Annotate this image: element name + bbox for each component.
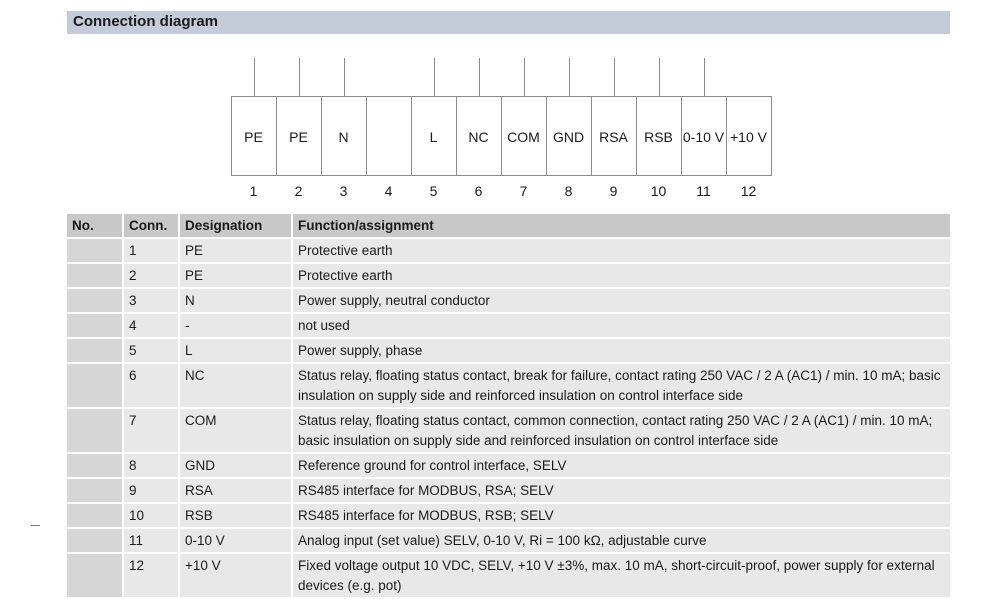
cell-no [67, 314, 122, 337]
terminal-number: 12 [740, 183, 757, 199]
terminal-wire [434, 58, 435, 96]
cell-no [67, 364, 122, 407]
terminal-number: 4 [384, 183, 393, 199]
cell-no [67, 289, 122, 312]
margin-mark [31, 525, 40, 526]
terminal-number: 11 [696, 183, 711, 199]
cell-designation: N [178, 289, 291, 312]
table-row [67, 364, 950, 407]
cell-designation: +10 V [178, 554, 291, 597]
cell-conn: 3 [122, 289, 178, 312]
terminal-number: 3 [339, 183, 348, 199]
cell-conn: 2 [122, 264, 178, 287]
connection-diagram [0, 0, 1000, 205]
cell-conn: 8 [122, 454, 178, 477]
terminal-number: 5 [429, 183, 438, 199]
terminal-label: GND [552, 129, 585, 145]
cell-function: Analog input (set value) SELV, 0-10 V, Ri = 100 kΩ, adjustable curve [291, 529, 950, 552]
cell-no [67, 529, 122, 552]
cell-no [67, 504, 122, 527]
cell-designation: GND [178, 454, 291, 477]
cell-designation: NC [178, 364, 291, 407]
cell-function: not used [291, 314, 950, 337]
cell-function: Power supply, neutral conductor [291, 289, 950, 312]
terminal-label: PE [244, 129, 263, 145]
cell-conn: 4 [122, 314, 178, 337]
terminal-label: +10 V [730, 129, 767, 145]
table-row [67, 504, 950, 527]
cell-conn: 5 [122, 339, 178, 362]
cell-function: Power supply, phase [291, 339, 950, 362]
table-row [67, 314, 950, 337]
cell-function: Status relay, floating status contact, break for failure, contact rating 250 VAC / 2 A (AC1) / min. 10 mA; basic insulation on supply side and reinforced insulation on control interface side [291, 364, 950, 407]
cell-no [67, 409, 122, 452]
cell-no [67, 239, 122, 262]
cell-function: Fixed voltage output 10 VDC, SELV, +10 V ±3%, max. 10 mA, short-circuit-proof, power supply for external devices (e.g. pot) [291, 554, 950, 597]
table-row [67, 339, 950, 362]
terminal-number: 9 [609, 183, 618, 199]
cell-function: Status relay, floating status contact, common connection, contact rating 250 VAC / 2 A (AC1) / min. 10 mA; basic insulation on supply side and reinforced insulation on control interface side [291, 409, 950, 452]
connection-table [67, 212, 950, 599]
cell-conn: 1 [122, 239, 178, 262]
terminal-wire [479, 58, 480, 96]
table-row [67, 289, 950, 312]
table-row [67, 239, 950, 262]
terminal-wire [299, 58, 300, 96]
cell-function: RS485 interface for MODBUS, RSB; SELV [291, 504, 950, 527]
terminal-label: 0-10 V [682, 129, 725, 145]
cell-designation: PE [178, 264, 291, 287]
header-designation: Designation [178, 214, 291, 237]
header-no: No. [67, 214, 122, 237]
terminal-number: 1 [249, 183, 258, 199]
table-row [67, 529, 950, 552]
terminal-wire [569, 58, 570, 96]
header-conn: Conn. [122, 214, 178, 237]
cell-function: RS485 interface for MODBUS, RSA; SELV [291, 479, 950, 502]
table-row [67, 409, 950, 452]
terminal-label: N [338, 129, 349, 145]
cell-designation: L [178, 339, 291, 362]
terminal-wire [254, 58, 255, 96]
terminal-label: PE [289, 129, 308, 145]
cell-conn: 6 [122, 364, 178, 407]
table-row [67, 479, 950, 502]
terminal-wire [659, 58, 660, 96]
terminal-number: 7 [519, 183, 528, 199]
table-row [67, 264, 950, 287]
cell-no [67, 479, 122, 502]
terminal-wire [614, 58, 615, 96]
cell-designation: - [178, 314, 291, 337]
terminal-label: L [429, 129, 438, 145]
terminal-label: COM [507, 129, 540, 145]
terminal-number: 10 [650, 183, 667, 199]
terminal-label: RSA [599, 129, 628, 145]
cell-no [67, 264, 122, 287]
terminal-number: 6 [474, 183, 483, 199]
terminal-4 [366, 96, 412, 176]
cell-conn: 12 [122, 554, 178, 597]
cell-conn: 10 [122, 504, 178, 527]
cell-no [67, 339, 122, 362]
cell-function: Protective earth [291, 239, 950, 262]
cell-designation: COM [178, 409, 291, 452]
table-row [67, 554, 950, 597]
terminal-wire [344, 58, 345, 96]
table-row [67, 454, 950, 477]
cell-no [67, 554, 122, 597]
cell-designation: RSB [178, 504, 291, 527]
section-title: Connection diagram [73, 13, 219, 30]
cell-designation: 0-10 V [178, 529, 291, 552]
table-header-row [67, 214, 950, 237]
terminal-number: 2 [294, 183, 303, 199]
header-function: Function/assignment [291, 214, 950, 237]
cell-function: Protective earth [291, 264, 950, 287]
cell-conn: 9 [122, 479, 178, 502]
terminal-label: RSB [644, 129, 673, 145]
cell-function: Reference ground for control interface, SELV [291, 454, 950, 477]
cell-conn: 11 [122, 529, 178, 552]
cell-designation: PE [178, 239, 291, 262]
cell-designation: RSA [178, 479, 291, 502]
terminal-number: 8 [564, 183, 573, 199]
terminal-wire [704, 58, 705, 96]
terminal-label: NC [468, 129, 489, 145]
cell-no [67, 454, 122, 477]
cell-conn: 7 [122, 409, 178, 452]
terminal-wire [524, 58, 525, 96]
